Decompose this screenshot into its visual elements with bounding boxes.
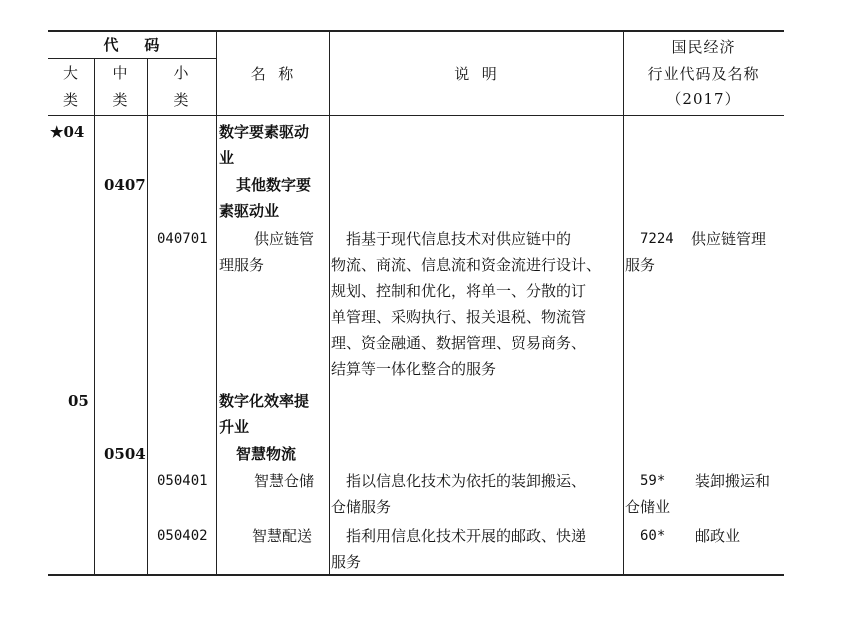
row-05-name-line2: 升业 [219,418,250,436]
row-040701-desc-line1: 指基于现代信息技术对供应链中的 [346,230,572,248]
row-040701-minor-code: 040701 [157,231,208,247]
header-major: 大类 [62,64,79,109]
row-04-name-line1: 数字要素驱动 [219,123,310,141]
row-050401-national-name-line2: 仓储业 [625,498,671,516]
row-050402-minor-code: 050402 [157,528,208,544]
row-050401-desc-line1: 指以信息化技术为依托的装卸搬运、 [346,472,587,490]
col-divider-major-middle [94,58,95,575]
header-middle: 中类 [112,64,129,109]
row-050402-desc-line2: 服务 [331,553,362,571]
header-description: 说 明 [454,65,498,83]
header-national-line3: （2017） [666,90,741,108]
row-040701-national-code: 7224 [640,231,674,247]
row-040701-name-line1: 供应链管 [254,230,315,248]
row-050402-name: 智慧配送 [252,527,313,545]
row-0504-name: 智慧物流 [236,445,297,463]
row-040701-name-line2: 理服务 [219,256,265,274]
header-code-group: 代 码 [103,36,161,54]
row-050402-national-code: 60* [640,528,666,544]
col-divider-name-desc [329,30,330,575]
row-05-major-code: 05 [68,392,89,410]
header-minor: 小类 [173,64,190,109]
header-national-line1: 国民经济 [671,38,736,56]
col-divider-minor-name [216,30,217,575]
row-04-major-code: ★04 [50,123,85,141]
row-050401-minor-code: 050401 [157,473,208,489]
row-04-name-line2: 业 [219,149,235,167]
row-050401-name: 智慧仓储 [254,472,315,490]
row-040701-desc-line5: 理、资金融通、数据管理、贸易商务、 [331,334,587,352]
row-040701-desc-line2: 物流、商流、信息流和资金流进行设计、 [331,256,602,274]
header-bottom-rule [48,115,784,116]
row-040701-national-name-line1: 供应链管理 [691,230,767,248]
header-name: 名 称 [250,65,295,83]
row-050401-national-name-line1: 装卸搬运和 [695,472,771,490]
row-050401-desc-line2: 仓储服务 [331,498,392,516]
header-national-line2: 行业代码及名称 [647,65,760,83]
row-050402-national-name: 邮政业 [695,527,741,545]
row-050402-desc-line1: 指利用信息化技术开展的邮政、快递 [346,527,587,545]
row-050401-national-code: 59* [640,473,666,489]
row-040701-desc-line3: 规划、控制和优化，将单一、分散的订 [331,282,587,300]
col-divider-middle-minor [147,58,148,575]
row-040701-desc-line6: 结算等一体化整合的服务 [331,360,497,378]
row-0407-middle-code: 0407 [104,176,146,194]
code-group-underline [48,58,216,59]
row-040701-national-name-line2: 服务 [625,256,656,274]
row-040701-desc-line4: 单管理、采购执行、报关退税、物流管 [331,308,587,326]
row-0504-middle-code: 0504 [104,445,146,463]
table-bottom-rule [48,574,784,576]
row-0407-name-line1: 其他数字要 [236,176,312,194]
row-0407-name-line2: 素驱动业 [219,202,280,220]
row-05-name-line1: 数字化效率提 [219,392,310,410]
